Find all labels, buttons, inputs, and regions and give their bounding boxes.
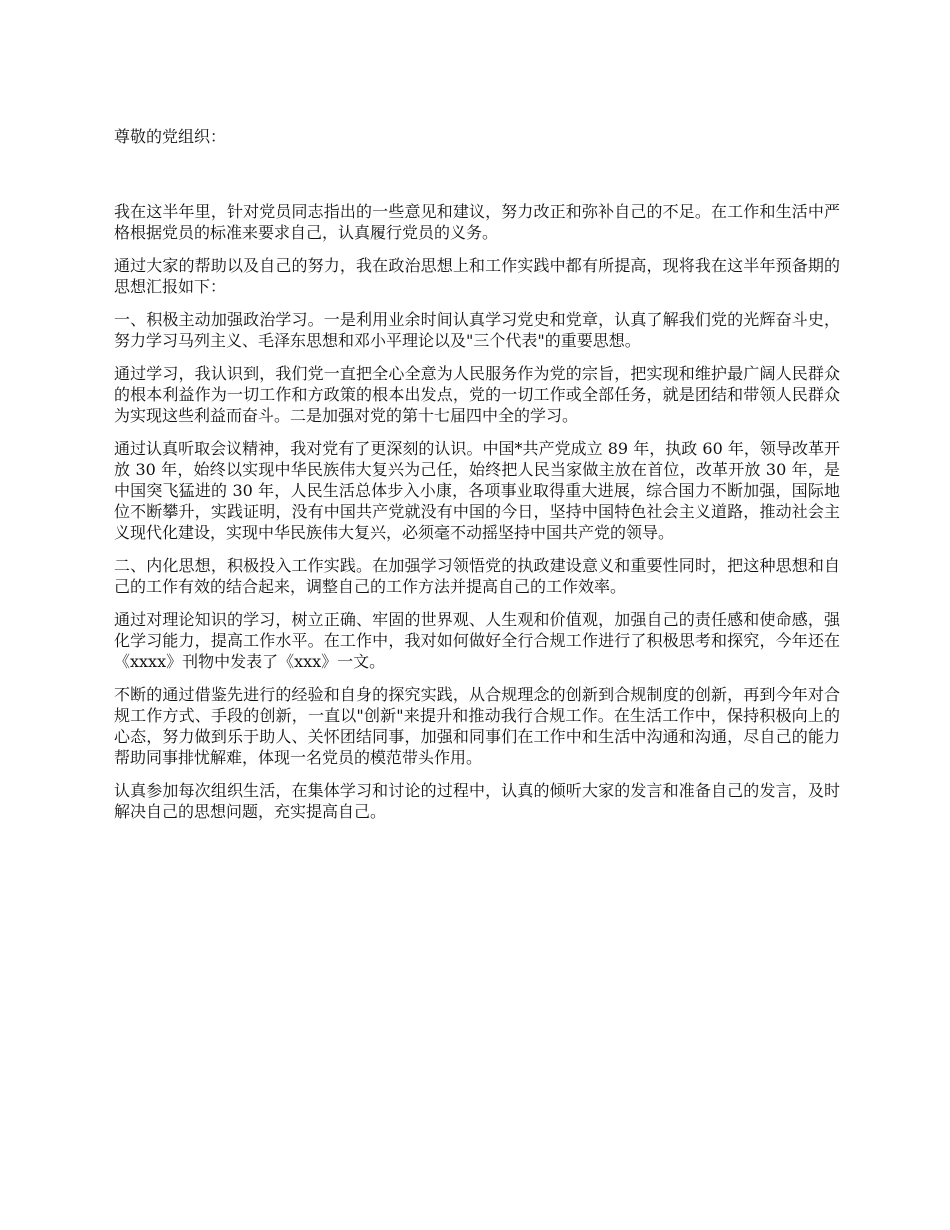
paragraph-4: 通过学习，我认识到，我们党一直把全心全意为人民服务作为党的宗旨，把实现和维护最广阔人民群众的根本利益作为一切工作和方政策的根本出发点，党的一切工作或全部任务，就是团结和带领人民群众为实现这些利益而奋斗。二是加强对党的第十七届四中全的学习。 xyxy=(114,364,840,425)
paragraph-3: 一、积极主动加强政治学习。一是利用业余时间认真学习党史和党章，认真了解我们党的光辉奋斗史，努力学习马列主义、毛泽东思想和邓小平理论以及"三个代表"的重要思想。 xyxy=(114,310,840,350)
paragraph-2: 通过大家的帮助以及自己的努力，我在政治思想上和工作实践中都有所提高，现将我在这半年预备期的思想汇报如下： xyxy=(114,256,840,296)
paragraph-5: 通过认真听取会议精神，我对党有了更深刻的认识。中国*共产党成立 89 年，执政 60 年，领导改革开放 30 年，始终以实现中华民族伟大复兴为己任，始终把人民当家做主放在首位，改革开放 30 年，是中国突飞猛进的 30 年，人民生活总体步入小康，各项事业取得重大进展，综合国力不断加强，国际地位不断攀升，实践证明，没有中国共产党就没有中国的今日，坚持中国特色社会主义道路，推动社会主义现代化建设，实现中华民族伟大复兴，必须毫不动摇坚持中国共产党的领导。 xyxy=(114,439,840,542)
paragraph-7: 通过对理论知识的学习，树立正确、牢固的世界观、人生观和价值观，加强自己的责任感和使命感，强化学习能力，提高工作水平。在工作中，我对如何做好全行合规工作进行了积极思考和探究，今年还在《xxxx》刊物中发表了《xxx》一文。 xyxy=(114,610,840,671)
paragraph-1: 我在这半年里，针对党员同志指出的一些意见和建议，努力改正和弥补自己的不足。在工作和生活中严格根据党员的标准来要求自己，认真履行党员的义务。 xyxy=(114,202,840,242)
paragraph-9: 认真参加每次组织生活，在集体学习和讨论的过程中，认真的倾听大家的发言和准备自己的发言，及时解决自己的思想问题，充实提高自己。 xyxy=(114,781,840,821)
salutation: 尊敬的党组织： xyxy=(114,127,227,146)
paragraph-8: 不断的通过借鉴先进行的经验和自身的探究实践，从合规理念的创新到合规制度的创新，再到今年对合规工作方式、手段的创新，一直以"创新"来提升和推动我行合规工作。在生活工作中，保持积极向上的心态，努力做到乐于助人、关怀团结同事，加强和同事们在工作中和生活中沟通和沟通，尽自己的能力帮助同事排忧解难，体现一名党员的模范带头作用。 xyxy=(114,685,840,767)
document-body xyxy=(114,126,840,834)
paragraph-6: 二、内化思想，积极投入工作实践。在加强学习领悟党的执政建设意义和重要性同时，把这种思想和自己的工作有效的结合起来，调整自己的工作方法并提高自己的工作效率。 xyxy=(114,556,840,596)
